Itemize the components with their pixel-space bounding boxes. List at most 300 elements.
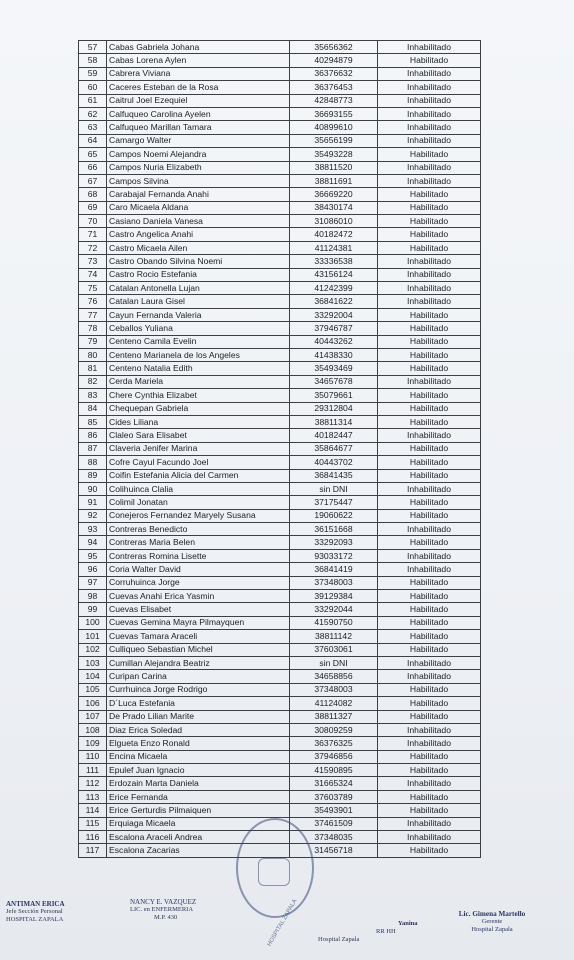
table-row [79, 348, 481, 361]
table-row [79, 295, 481, 308]
status-cell: Habilitado [378, 215, 481, 228]
table-row [79, 415, 481, 428]
dni-cell: 31456718 [290, 844, 378, 857]
dni-cell: 35493901 [290, 804, 378, 817]
person-name: Cabrera Viviana [107, 67, 290, 80]
person-name: Conejeros Fernandez Maryely Susana [107, 509, 290, 522]
row-number: 99 [79, 603, 107, 616]
dni-cell: 38811142 [290, 630, 378, 643]
table-row [79, 697, 481, 710]
dni-cell: 37946787 [290, 322, 378, 335]
row-number: 59 [79, 67, 107, 80]
dni-cell: 36693155 [290, 107, 378, 120]
dni-cell: sin DNI [290, 656, 378, 669]
row-number: 69 [79, 201, 107, 214]
status-cell: Inhabilitado [378, 817, 481, 830]
row-number: 96 [79, 563, 107, 576]
table-row [79, 54, 481, 67]
table-row [79, 442, 481, 455]
row-number: 107 [79, 710, 107, 723]
status-cell: Habilitado [378, 54, 481, 67]
person-name: Chere Cynthia Elizabet [107, 389, 290, 402]
dni-cell: 35656199 [290, 134, 378, 147]
status-cell: Inhabilitado [378, 723, 481, 736]
dni-cell: 41124082 [290, 697, 378, 710]
dni-cell: 41590895 [290, 764, 378, 777]
status-cell: Habilitado [378, 536, 481, 549]
table-row [79, 536, 481, 549]
dni-cell: 40182472 [290, 228, 378, 241]
table-row [79, 683, 481, 696]
dni-cell: 37461509 [290, 817, 378, 830]
person-name: Campos Nuria Elizabeth [107, 161, 290, 174]
table-row [79, 804, 481, 817]
person-name: Claleo Sara Elisabet [107, 429, 290, 442]
status-cell: Habilitado [378, 616, 481, 629]
table-row [79, 148, 481, 161]
table-row [79, 201, 481, 214]
person-name: Escalona Zacarias [107, 844, 290, 857]
person-name: Centeno Marianela de los Angeles [107, 348, 290, 361]
dni-cell: 41438330 [290, 348, 378, 361]
status-cell: Habilitado [378, 844, 481, 857]
table-row [79, 322, 481, 335]
row-number: 86 [79, 429, 107, 442]
dni-cell: 33292044 [290, 603, 378, 616]
table-row [79, 121, 481, 134]
table-row [79, 456, 481, 469]
person-name: Cabas Gabriela Johana [107, 41, 290, 54]
person-name: Campos Noemi Alejandra [107, 148, 290, 161]
dni-cell: 38811520 [290, 161, 378, 174]
row-number: 72 [79, 241, 107, 254]
dni-cell: 37348035 [290, 831, 378, 844]
person-name: Caro Micaela Aldana [107, 201, 290, 214]
dni-cell: 40443702 [290, 456, 378, 469]
person-name: Cides Liliana [107, 415, 290, 428]
table-row [79, 670, 481, 683]
signer-role: RR HH [376, 928, 396, 935]
dni-cell: 36376632 [290, 67, 378, 80]
table-row [79, 402, 481, 415]
row-number: 110 [79, 750, 107, 763]
row-number: 81 [79, 362, 107, 375]
signer-name: Lic. Gimena Martello [458, 910, 526, 918]
person-name: Carabajal Fernanda Anahi [107, 188, 290, 201]
table-row [79, 737, 481, 750]
row-number: 57 [79, 41, 107, 54]
row-number: 113 [79, 790, 107, 803]
person-name: Erice Fernanda [107, 790, 290, 803]
status-cell: Inhabilitado [378, 777, 481, 790]
person-name: Diaz Erica Soledad [107, 723, 290, 736]
person-name: Castro Rocio Estefania [107, 268, 290, 281]
dni-cell: 19060622 [290, 509, 378, 522]
status-cell: Habilitado [378, 389, 481, 402]
table-row [79, 81, 481, 94]
person-name: Currhuinca Jorge Rodrigo [107, 683, 290, 696]
row-number: 94 [79, 536, 107, 549]
dni-cell: 36376453 [290, 81, 378, 94]
signer-place: HOSPITAL ZAPALA [6, 916, 64, 923]
person-name: Contreras Romina Lisette [107, 549, 290, 562]
dni-cell: 34658856 [290, 670, 378, 683]
signer-place: Hospital Zapala [318, 936, 360, 943]
table-row [79, 482, 481, 495]
dni-cell: 37603789 [290, 790, 378, 803]
table-row [79, 268, 481, 281]
table-row [79, 764, 481, 777]
dni-cell: 30809259 [290, 723, 378, 736]
row-number: 58 [79, 54, 107, 67]
row-number: 109 [79, 737, 107, 750]
row-number: 103 [79, 656, 107, 669]
table-row [79, 228, 481, 241]
row-number: 71 [79, 228, 107, 241]
row-number: 65 [79, 148, 107, 161]
row-number: 88 [79, 456, 107, 469]
row-number: 106 [79, 697, 107, 710]
dni-cell: 43156124 [290, 268, 378, 281]
row-number: 112 [79, 777, 107, 790]
row-number: 80 [79, 348, 107, 361]
row-number: 66 [79, 161, 107, 174]
row-number: 78 [79, 322, 107, 335]
person-name: Castro Micaela Ailen [107, 241, 290, 254]
table-row [79, 389, 481, 402]
table-row [79, 496, 481, 509]
status-cell: Habilitado [378, 188, 481, 201]
signer-place: Hospital Zapala [471, 926, 513, 933]
dni-cell: 40899610 [290, 121, 378, 134]
status-cell: Habilitado [378, 201, 481, 214]
table-row [79, 469, 481, 482]
row-number: 82 [79, 375, 107, 388]
signature-nurse [130, 898, 196, 922]
status-cell: Inhabilitado [378, 94, 481, 107]
person-name: Cuevas Gemina Mayra Pilmayquen [107, 616, 290, 629]
status-cell: Inhabilitado [378, 41, 481, 54]
dni-cell: 34657678 [290, 375, 378, 388]
person-name: Cerda Mariela [107, 375, 290, 388]
dni-cell: 36841419 [290, 563, 378, 576]
status-cell: Inhabilitado [378, 429, 481, 442]
status-cell: Inhabilitado [378, 563, 481, 576]
stamp-text: HOSPITAL ZAPALA [266, 898, 299, 948]
status-cell: Inhabilitado [378, 670, 481, 683]
status-cell: Habilitado [378, 308, 481, 321]
table-row [79, 375, 481, 388]
table-row [79, 41, 481, 54]
table-row [79, 576, 481, 589]
status-cell: Inhabilitado [378, 174, 481, 187]
row-number: 101 [79, 630, 107, 643]
row-number: 100 [79, 616, 107, 629]
status-cell: Habilitado [378, 643, 481, 656]
row-number: 67 [79, 174, 107, 187]
status-cell: Habilitado [378, 415, 481, 428]
dni-cell: 37348003 [290, 576, 378, 589]
row-number: 83 [79, 389, 107, 402]
dni-cell: 33336538 [290, 255, 378, 268]
table-row [79, 630, 481, 643]
status-cell: Inhabilitado [378, 107, 481, 120]
person-name: Curipan Carina [107, 670, 290, 683]
dni-cell: sin DNI [290, 482, 378, 495]
status-cell: Inhabilitado [378, 375, 481, 388]
person-name: Erice Gerturdis Pilmaiquen [107, 804, 290, 817]
row-number: 89 [79, 469, 107, 482]
person-name: Centeno Natalia Edith [107, 362, 290, 375]
dni-cell: 41124381 [290, 241, 378, 254]
dni-cell: 38430174 [290, 201, 378, 214]
status-cell: Habilitado [378, 764, 481, 777]
person-name: De Prado Lilian Marite [107, 710, 290, 723]
status-cell: Habilitado [378, 590, 481, 603]
person-name: Coifin Estefania Alicia del Carmen [107, 469, 290, 482]
table-row [79, 429, 481, 442]
status-cell: Inhabilitado [378, 255, 481, 268]
table-row [79, 723, 481, 736]
row-number: 116 [79, 831, 107, 844]
dni-cell: 37175447 [290, 496, 378, 509]
status-cell: Inhabilitado [378, 523, 481, 536]
row-number: 60 [79, 81, 107, 94]
dni-cell: 37946856 [290, 750, 378, 763]
table-row [79, 790, 481, 803]
person-name: Epulef Juan Ignacio [107, 764, 290, 777]
status-cell: Habilitado [378, 750, 481, 763]
person-name: Cabas Lorena Aylen [107, 54, 290, 67]
row-number: 102 [79, 643, 107, 656]
person-name: Campos Silvina [107, 174, 290, 187]
status-cell: Habilitado [378, 804, 481, 817]
status-cell: Inhabilitado [378, 737, 481, 750]
table-body [79, 41, 481, 858]
dni-cell: 38811327 [290, 710, 378, 723]
dni-cell: 36669220 [290, 188, 378, 201]
table-row [79, 67, 481, 80]
row-number: 75 [79, 282, 107, 295]
row-number: 74 [79, 268, 107, 281]
status-cell: Inhabilitado [378, 831, 481, 844]
row-number: 105 [79, 683, 107, 696]
dni-cell: 35656362 [290, 41, 378, 54]
dni-cell: 29312804 [290, 402, 378, 415]
dni-cell: 35864677 [290, 442, 378, 455]
status-cell: Habilitado [378, 348, 481, 361]
row-number: 68 [79, 188, 107, 201]
signature-hr [318, 920, 418, 944]
status-cell: Inhabilitado [378, 282, 481, 295]
person-name: Erquiaga Micaela [107, 817, 290, 830]
person-name: Cuevas Tamara Araceli [107, 630, 290, 643]
status-cell: Habilitado [378, 456, 481, 469]
status-cell: Habilitado [378, 335, 481, 348]
person-name: Claveria Jenifer Marina [107, 442, 290, 455]
table-row [79, 241, 481, 254]
table-row [79, 750, 481, 763]
person-name: Catalan Antonella Lujan [107, 282, 290, 295]
dni-cell: 31086010 [290, 215, 378, 228]
row-number: 85 [79, 415, 107, 428]
dni-cell: 41590750 [290, 616, 378, 629]
table-row [79, 161, 481, 174]
status-cell: Inhabilitado [378, 121, 481, 134]
person-name: Cayun Fernanda Valeria [107, 308, 290, 321]
row-number: 77 [79, 308, 107, 321]
table-row [79, 215, 481, 228]
row-number: 108 [79, 723, 107, 736]
signer-registration: M.P. 430 [154, 914, 178, 921]
signature-personnel [6, 900, 65, 924]
table-row [79, 643, 481, 656]
status-cell: Inhabilitado [378, 161, 481, 174]
status-cell: Habilitado [378, 402, 481, 415]
person-name: Cofre Cayul Facundo Joel [107, 456, 290, 469]
row-number: 91 [79, 496, 107, 509]
person-name: Centeno Camila Evelin [107, 335, 290, 348]
row-number: 62 [79, 107, 107, 120]
dni-cell: 36376325 [290, 737, 378, 750]
person-name: Culliqueo Sebastian Michel [107, 643, 290, 656]
person-name: Contreras Benedicto [107, 523, 290, 536]
table-row [79, 777, 481, 790]
row-number: 76 [79, 295, 107, 308]
status-cell: Habilitado [378, 241, 481, 254]
stamp-emblem-icon [258, 858, 290, 886]
row-number: 115 [79, 817, 107, 830]
signer-name: NANCY E. VAZQUEZ [130, 898, 197, 906]
table-row [79, 509, 481, 522]
person-name: Erdozain Marta Daniela [107, 777, 290, 790]
dni-cell: 35493228 [290, 148, 378, 161]
dni-cell: 39129384 [290, 590, 378, 603]
table-row [79, 549, 481, 562]
status-cell: Habilitado [378, 710, 481, 723]
dni-cell: 40294879 [290, 54, 378, 67]
status-cell: Habilitado [378, 496, 481, 509]
signature-manager [432, 910, 552, 934]
dni-cell: 37603061 [290, 643, 378, 656]
table-row [79, 107, 481, 120]
person-name: Cuevas Elisabet [107, 603, 290, 616]
status-cell: Inhabilitado [378, 295, 481, 308]
person-name: Camargo Walter [107, 134, 290, 147]
status-cell: Habilitado [378, 322, 481, 335]
row-number: 64 [79, 134, 107, 147]
signer-name: Yanina [398, 920, 418, 927]
row-number: 95 [79, 549, 107, 562]
person-name: Calfuqueo Carolina Ayelen [107, 107, 290, 120]
row-number: 114 [79, 804, 107, 817]
dni-cell: 37348003 [290, 683, 378, 696]
dni-cell: 40182447 [290, 429, 378, 442]
row-number: 73 [79, 255, 107, 268]
person-name: Casiano Daniela Vanesa [107, 215, 290, 228]
row-number: 70 [79, 215, 107, 228]
table-row [79, 523, 481, 536]
status-cell: Habilitado [378, 630, 481, 643]
person-name: Ceballos Yuliana [107, 322, 290, 335]
signer-role: LIC. en ENFERMERIA [130, 906, 194, 913]
row-number: 63 [79, 121, 107, 134]
table-row [79, 603, 481, 616]
person-name: Castro Obando Silvina Noemi [107, 255, 290, 268]
status-cell: Inhabilitado [378, 67, 481, 80]
person-name: Colihuinca Clalia [107, 482, 290, 495]
dni-cell: 38811314 [290, 415, 378, 428]
table-row [79, 710, 481, 723]
status-cell: Inhabilitado [378, 134, 481, 147]
status-cell: Inhabilitado [378, 549, 481, 562]
status-cell: Habilitado [378, 442, 481, 455]
dni-cell: 33292093 [290, 536, 378, 549]
table-row [79, 335, 481, 348]
person-name: Colimil Jonatan [107, 496, 290, 509]
person-name: Cumillan Alejandra Beatriz [107, 656, 290, 669]
table-row [79, 590, 481, 603]
person-name: Catalan Laura Gisel [107, 295, 290, 308]
dni-cell: 35079661 [290, 389, 378, 402]
person-name: Cuevas Anahi Erica Yasmin [107, 590, 290, 603]
person-name: Escalona Araceli Andrea [107, 831, 290, 844]
dni-cell: 36151668 [290, 523, 378, 536]
person-name: Chequepan Gabriela [107, 402, 290, 415]
person-name: Coria Walter David [107, 563, 290, 576]
dni-cell: 38811691 [290, 174, 378, 187]
row-number: 90 [79, 482, 107, 495]
person-name: Calfuqueo Marillan Tamara [107, 121, 290, 134]
status-cell: Inhabilitado [378, 268, 481, 281]
staff-status-table [78, 40, 481, 858]
status-cell: Habilitado [378, 469, 481, 482]
status-cell: Inhabilitado [378, 656, 481, 669]
person-name: Caitrul Joel Ezequiel [107, 94, 290, 107]
status-cell: Inhabilitado [378, 81, 481, 94]
row-number: 92 [79, 509, 107, 522]
row-number: 111 [79, 764, 107, 777]
table-row [79, 94, 481, 107]
person-name: Encina Micaela [107, 750, 290, 763]
dni-cell: 31665324 [290, 777, 378, 790]
dni-cell: 93033172 [290, 549, 378, 562]
status-cell: Habilitado [378, 148, 481, 161]
status-cell: Habilitado [378, 362, 481, 375]
person-name: Castro Angelica Anahi [107, 228, 290, 241]
table-row [79, 188, 481, 201]
table-row [79, 616, 481, 629]
row-number: 87 [79, 442, 107, 455]
dni-cell: 35493469 [290, 362, 378, 375]
person-name: Elgueta Enzo Ronald [107, 737, 290, 750]
table-row [79, 308, 481, 321]
signer-name: ANTIMAN ERICA [6, 900, 65, 908]
table-row [79, 656, 481, 669]
person-name: Corruhuinca Jorge [107, 576, 290, 589]
row-number: 61 [79, 94, 107, 107]
row-number: 97 [79, 576, 107, 589]
signer-role: Jefe Sección Personal [6, 908, 63, 915]
status-cell: Habilitado [378, 683, 481, 696]
table-row [79, 362, 481, 375]
signer-role: Gerente [481, 918, 503, 925]
dni-cell: 40443262 [290, 335, 378, 348]
row-number: 104 [79, 670, 107, 683]
dni-cell: 36841435 [290, 469, 378, 482]
row-number: 79 [79, 335, 107, 348]
row-number: 117 [79, 844, 107, 857]
